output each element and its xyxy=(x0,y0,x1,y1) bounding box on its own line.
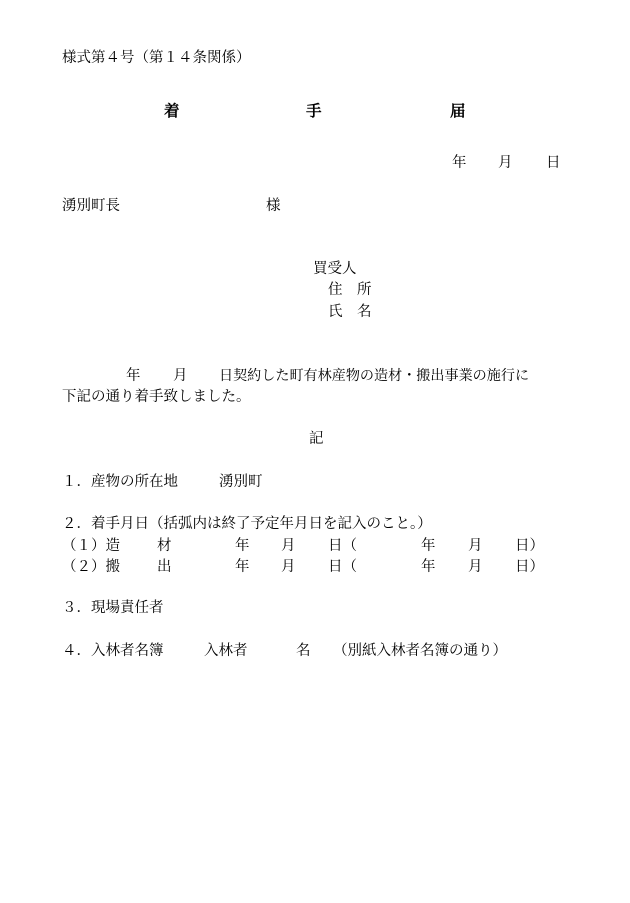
addressee-honorific: 様 xyxy=(266,198,281,214)
ki-heading: 記 xyxy=(309,431,324,447)
row-prefix: （１）造 xyxy=(62,538,120,554)
row-start-month: 月 xyxy=(281,538,296,554)
buyer-label: 買受人 xyxy=(313,261,357,277)
date-day-label: 日 xyxy=(546,155,561,171)
row-end-day: 日） xyxy=(515,559,544,575)
date-month-label: 月 xyxy=(498,155,513,171)
row-process: 出 xyxy=(157,559,172,575)
item1-value: 湧別町 xyxy=(219,474,263,490)
item4-entrants-label: 入林者 xyxy=(204,643,248,659)
row-start-day: 日（ xyxy=(328,559,357,575)
row-start-day: 日（ xyxy=(328,538,357,554)
item2-label: ２．着手月日（括弧内は終了予定年月日を記入のこと。） xyxy=(62,516,432,532)
form-number: 様式第４号（第１４条関係） xyxy=(62,50,251,66)
body-month-label: 月 xyxy=(173,368,188,384)
row-end-day: 日） xyxy=(515,538,544,554)
row-start-month: 月 xyxy=(281,559,296,575)
date-year-label: 年 xyxy=(452,155,467,171)
item4-count-unit: 名 xyxy=(296,643,311,659)
item3-label: ３．現場責任者 xyxy=(62,600,164,616)
row-process: 材 xyxy=(157,538,172,554)
row-prefix: （２）搬 xyxy=(62,559,120,575)
row-end-year: 年 xyxy=(421,538,436,554)
buyer-name-label: 氏 名 xyxy=(328,304,372,320)
item4-note: （別紙入林者名簿の通り） xyxy=(333,643,507,659)
row-start-year: 年 xyxy=(235,559,250,575)
body-line-1: 日契約した町有林産物の造材・搬出事業の施行に xyxy=(219,368,530,384)
addressee-name: 湧別町長 xyxy=(62,198,120,214)
title-char-3: 届 xyxy=(450,101,466,120)
title-char-2: 手 xyxy=(306,101,322,120)
body-year-label: 年 xyxy=(126,368,141,384)
buyer-address-label: 住 所 xyxy=(328,282,372,298)
item4-label: ４．入林者名簿 xyxy=(62,643,164,659)
row-start-year: 年 xyxy=(235,538,250,554)
row-end-month: 月 xyxy=(468,538,483,554)
body-line-2: 下記の通り着手致しました。 xyxy=(62,389,251,405)
row-end-month: 月 xyxy=(468,559,483,575)
title-char-1: 着 xyxy=(164,101,180,120)
row-end-year: 年 xyxy=(421,559,436,575)
item1-label: １．産物の所在地 xyxy=(62,474,178,490)
